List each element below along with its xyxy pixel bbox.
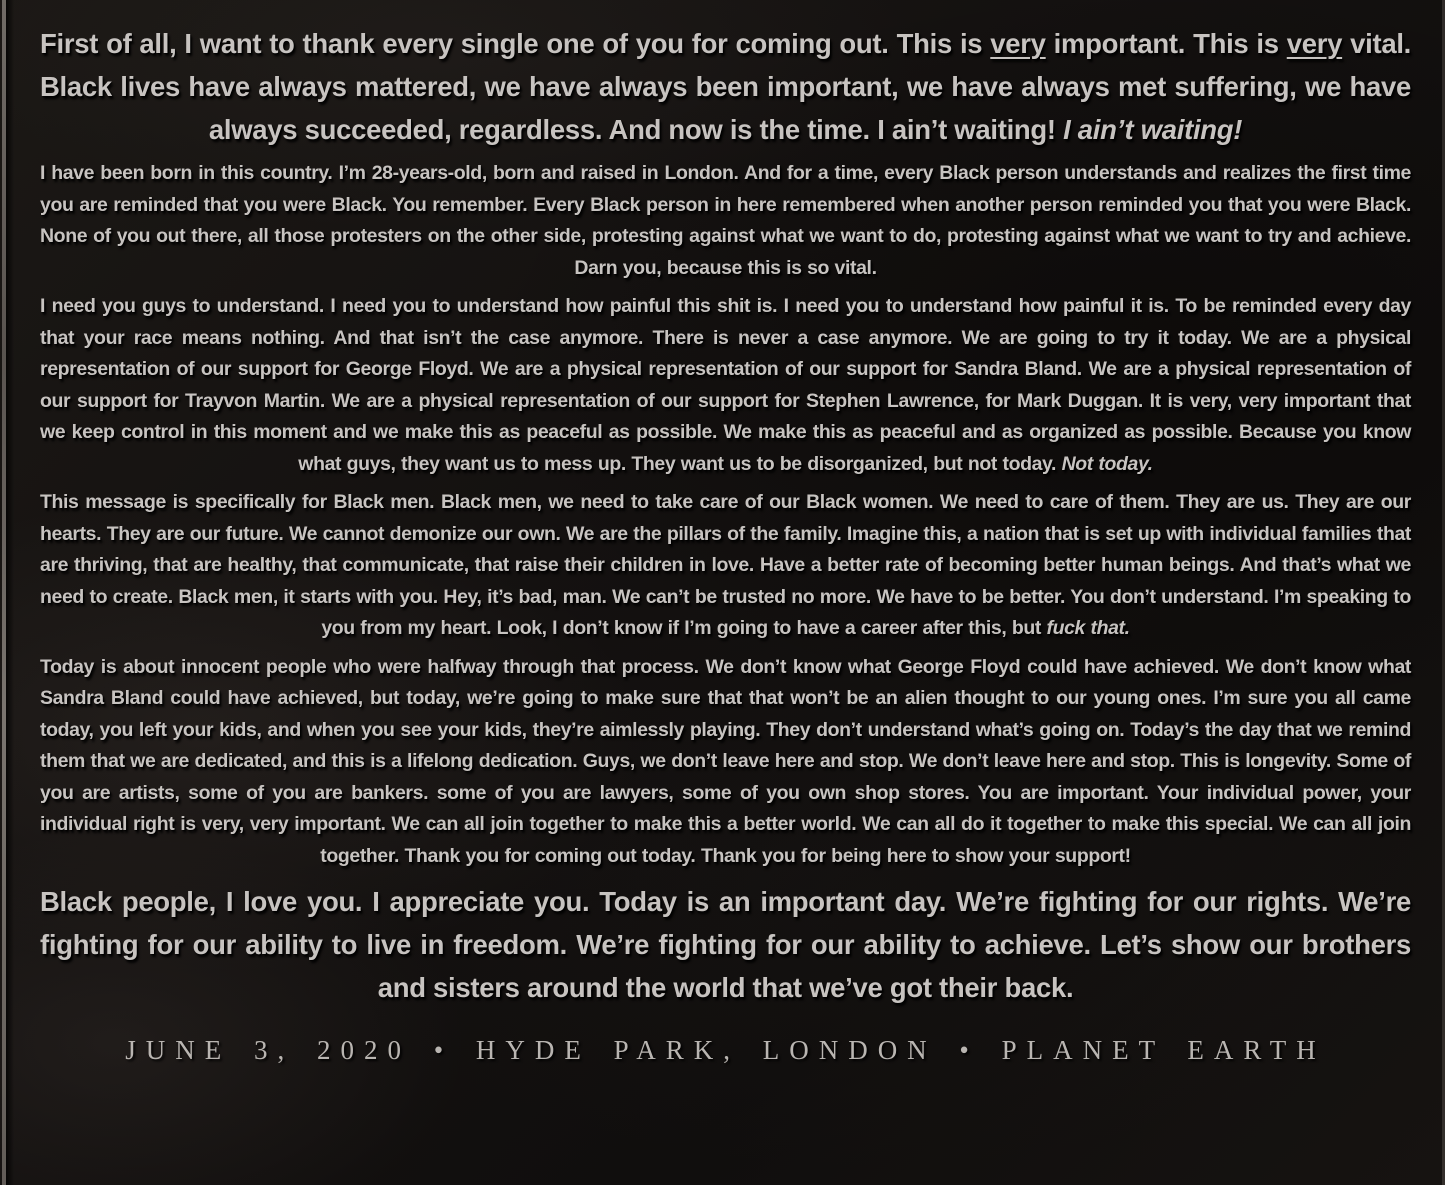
speech-paragraph — [40, 291, 1411, 480]
speech-segment-normal: Today is about innocent people who were halfway through that process. We don’t know what George Floyd could have achieved. We don’t know what Sandra Bland could have achieved, but today, we’re going to make sure that that won’t be an alien thought to our young ones. I’m sure you all came today, you left your kids, and when you see your kids, they’re aimlessly playing. They don’t understand what’s going on. Today’s the day that we remind them that we are dedicated, and this is a lifelong dedication. Guys, we don’t leave here and stop. We don’t leave here and stop. This is longevity. Some of you are artists, some of you are bankers. some of you are lawyers, some of you own shop stores. You are important. Your individual power, your individual right is very, very important. We can all join together to make this a better world. We can all do it together to make this special. We can all join together. Thank you for coming out today. Thank you for being here to show your support! — [40, 655, 1411, 867]
speech-segment-normal: I need you guys to understand. I need you to understand how painful this shit is. I need you to understand how painful it is. To be reminded every day that your race means nothing. And that isn’t the case anymore. There is never a case anymore. We are going to try it today. We are a physical representation of our support for George Floyd. We are a physical representation of our support for Sandra Bland. We are a physical representation of our support for Trayvon Martin. We are a physical representation of our support for Stephen Lawrence, for Mark Duggan. It is very, very important that we keep control in this moment and we make this as peaceful as possible. We make this as peaceful and as organized as possible. Because you know what guys, they want us to mess up. They want us to be disorganized, but not today. — [40, 295, 1411, 475]
speech-text — [40, 14, 1411, 1066]
speech-segment-normal: This message is specifically for Black men. Black men, we need to take care of our Black women. We need to care of them. They are us. They are our hearts. They are our future. We cannot demonize our own. We are the pillars of the family. Imagine this, a nation that is set up with individual families that are thriving, that are healthy, that communicate, that raise their children in love. Have a better rate of becoming better human beings. And that’s what we need to create. Black men, it starts with you. Hey, it’s bad, man. We can’t be trusted no more. We have to be better. You don’t understand. I’m speaking to you from my heart. Look, I don’t know if I’m going to have a career after this, but — [40, 491, 1411, 639]
speech-segment-normal: Black people, I love you. I appreciate you. Today is an important day. We’re fighting for our rights. We’re fighting for our ability to live in freedom. We’re fighting for our ability to achieve. Let’s show our brothers and sisters around the world that we’ve got their back. — [40, 886, 1411, 1003]
speech-paragraph — [40, 880, 1411, 1009]
speech-segment-normal: I have been born in this country. I’m 28-years-old, born and raised in London. And for a time, every Black person understands and realizes the first time you are reminded that you were Black. You remember. Every Black person in here remembered when another person reminded you that you were Black. None of you out there, all those protesters on the other side, protesting against what we want to do, protesting against what we want to try and achieve. Darn you, because this is so vital. — [40, 162, 1411, 279]
speech-segment-underline: very — [990, 28, 1046, 59]
speech-segment-normal: important. This is — [1045, 28, 1287, 59]
speech-paragraph — [40, 487, 1411, 645]
speech-segment-normal: First of all, I want to thank every single one of you for coming out. This is — [40, 28, 991, 59]
footer-dateline: JUNE 3, 2020 • HYDE PARK, LONDON • PLANET EARTH — [125, 1035, 1326, 1065]
speech-segment-italic: Not today. — [1061, 452, 1153, 475]
speech-segment-normal: vital. Black lives have always mattered, we have always been important, we have always met suffering, we have always succeeded, regardless. And now is the time. I ain’t waiting! — [40, 28, 1411, 145]
canvas-left-edge-shadow — [6, 0, 14, 1185]
speech-paragraph — [40, 158, 1411, 284]
speech-segment-italic: I ain’t waiting! — [1063, 114, 1243, 145]
speech-segment-underline: very — [1286, 28, 1343, 59]
speech-segment-italic: fuck that. — [1046, 617, 1130, 639]
speech-paragraph — [40, 22, 1411, 151]
speech-paragraph — [40, 652, 1411, 873]
